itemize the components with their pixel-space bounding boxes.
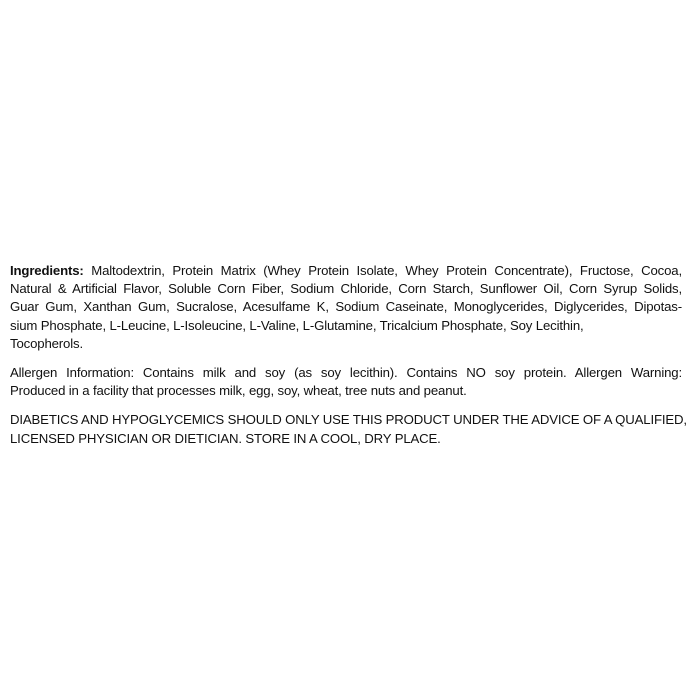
ingredients-text: Maltodextrin, Protein Matrix (Whey Protein Isolate, Whey Protein Concentrate), Fructose, Cocoa,	[83, 263, 682, 278]
allergen-paragraph	[10, 364, 682, 400]
allergen-line-1: Allergen Information: Contains milk and soy (as soy lecithin). Contains NO soy protein. Allergen Warning:	[10, 365, 682, 381]
ingredients-line-2: Natural & Artificial Flavor, Soluble Corn Fiber, Sodium Chloride, Corn Starch, Sunflower Oil, Corn Syrup Solids,	[10, 281, 682, 297]
ingredients-line-4: sium Phosphate, L-Leucine, L-Isoleucine, L-Valine, L-Glutamine, Tricalcium Phosphate, Soy Lecithin,	[10, 317, 584, 333]
ingredients-line-1	[10, 262, 682, 280]
ingredients-paragraph	[10, 262, 682, 353]
ingredients-line-3: Guar Gum, Xanthan Gum, Sucralose, Acesulfame K, Sodium Caseinate, Monoglycerides, Diglycerides, Dipotas-	[10, 299, 682, 315]
allergen-line-2: Produced in a facility that processes milk, egg, soy, wheat, tree nuts and peanut.	[10, 383, 467, 399]
ingredients-line-5: Tocopherols.	[10, 335, 83, 351]
warning-paragraph	[10, 411, 687, 447]
warning-line-2: LICENSED PHYSICIAN OR DIETICIAN. STORE IN A COOL, DRY PLACE.	[10, 430, 441, 446]
label-text-panel	[10, 262, 687, 448]
ingredients-heading: Ingredients:	[10, 263, 84, 278]
warning-line-1: DIABETICS AND HYPOGLYCEMICS SHOULD ONLY USE THIS PRODUCT UNDER THE ADVICE OF A QUALIFIED,	[10, 412, 687, 428]
